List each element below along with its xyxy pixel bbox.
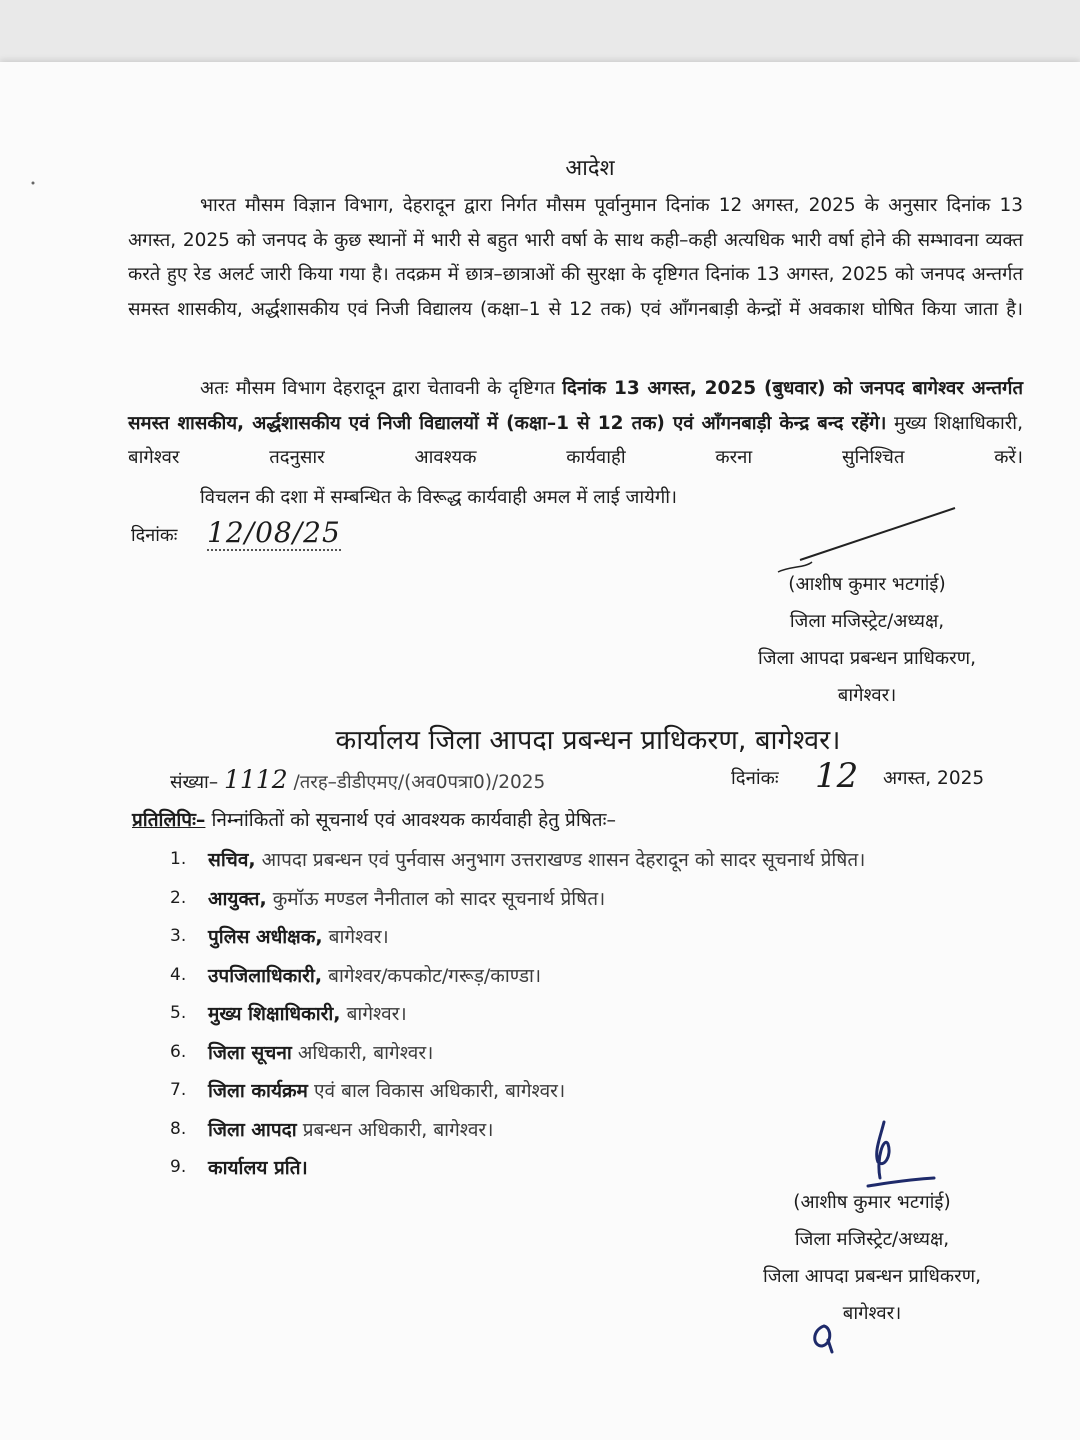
recipient-list	[170, 840, 865, 1187]
signatory-authority: जिला आपदा प्रबन्धन प्राधिकरण,	[758, 648, 976, 669]
order-date-label: दिनांकः	[131, 525, 178, 546]
signatory-name: (आशीष कुमार भटगांई)	[793, 1192, 951, 1213]
reference-date-month-year: अगस्त, 2025	[883, 768, 985, 789]
item-title: जिला आपदा	[208, 1118, 297, 1141]
reference-number: 1112	[224, 765, 288, 794]
item-text: आपदा प्रबन्धन एवं पुर्नवास अनुभाग उत्तराखण्ड शासन देहरादून को सादर सूचनार्थ प्रेषित।	[261, 849, 866, 872]
item-number: 7.	[170, 1080, 187, 1101]
item-title: आयुक्त,	[208, 887, 267, 910]
order-paragraph-2-normal: अतः मौसम विभाग देहरादून द्वारा चेतावनी के दृष्टिगत	[200, 378, 555, 399]
item-title: जिला सूचना	[208, 1041, 292, 1064]
copy-to-label: प्रतिलिपिः–	[132, 809, 206, 831]
item-text: बागेश्वर।	[346, 1003, 407, 1026]
signature-block-1	[722, 566, 1012, 714]
item-text: प्रबन्धन अधिकारी, बागेश्वर।	[302, 1118, 494, 1141]
item-number: 9.	[170, 1157, 187, 1178]
item-number: 1.	[170, 849, 187, 870]
item-number: 8.	[170, 1118, 187, 1139]
reference-date-day: 12	[815, 756, 859, 796]
list-item	[170, 1033, 865, 1072]
reference-label: संख्या–	[170, 772, 219, 793]
copy-to-intro: निम्नांकितों को सूचनार्थ एवं आवश्यक कार्यवाही हेतु प्रेषितः–	[211, 809, 616, 831]
list-item	[170, 956, 865, 995]
order-paragraph-3-text: विचलन की दशा में सम्बन्धित के विरूद्ध कार्यवाही अमल में लाई जायेगी।	[200, 487, 678, 508]
order-paragraph-1-text: भारत मौसम विज्ञान विभाग, देहरादून द्वारा निर्गत मौसम पूर्वानुमान दिनांक 12 अगस्त, 2025 के अनुसार दिनांक 13 अगस्त, 2025 को जनपद के कुछ स्थानों में भारी से बहुत भारी वर्षा के साथ कही–कही अत्यधिक भारी वर्षा होने की सम्भावना व्यक्त करते हुए रेड अलर्ट जारी किया गया है। तदक्रम में छात्र–छात्राओं की सुरक्षा के दृष्टिगत दिनांक 13 अगस्त, 2025 को जनपद अन्तर्गत समस्त शासकीय, अर्द्धशासकीय एवं निजी विद्यालय (कक्षा–1 से 12 तक) एवं आँगनबाड़ी केन्द्रों में अवकाश घोषित किया जाता है।	[128, 195, 1023, 320]
item-title: जिला कार्यक्रम	[208, 1080, 308, 1103]
order-paragraph-2	[128, 372, 1023, 476]
order-paragraph-2-tail: मुख्य शिक्षाधिकारी, बागेश्वर तदनुसार आवश्यक कार्यवाही करना सुनिश्चित करें।	[128, 412, 1023, 468]
reference-line	[170, 765, 545, 794]
order-paragraph-2-bold: दिनांक 13 अगस्त, 2025 (बुधवार) को जनपद बागेश्वर अन्तर्गत समस्त शासकीय, अर्द्धशासकीय एवं निजी विद्यालयों में (कक्षा–1 से 12 तक) एवं आँगनबाड़ी केन्द्र बन्द रहेंगे।	[128, 378, 1023, 434]
item-title: पुलिस अधीक्षक,	[208, 926, 323, 949]
list-item	[170, 1148, 865, 1187]
order-date-value: 12/08/25	[207, 516, 341, 549]
list-item	[170, 1110, 865, 1149]
list-item	[170, 840, 865, 879]
item-title: सचिव,	[208, 849, 256, 872]
list-item	[170, 917, 865, 956]
order-title: आदेश	[565, 156, 615, 181]
copy-to-line	[132, 806, 616, 832]
list-item	[170, 1071, 865, 1110]
list-item	[170, 994, 865, 1033]
signatory-place: बागेश्वर।	[842, 1303, 902, 1324]
item-text: अधिकारी, बागेश्वर।	[297, 1041, 434, 1064]
signature-block-2	[727, 1184, 1017, 1332]
item-number: 5.	[170, 1003, 187, 1024]
signatory-place: बागेश्वर।	[837, 685, 897, 706]
signatory-name: (आशीष कुमार भटगांई)	[788, 574, 946, 595]
signatory-designation: जिला मजिस्ट्रेट/अध्यक्ष,	[794, 1229, 950, 1250]
item-number: 2.	[170, 887, 187, 908]
item-title: मुख्य शिक्षाधिकारी,	[208, 1003, 341, 1026]
signatory-designation: जिला मजिस्ट्रेट/अध्यक्ष,	[789, 611, 945, 632]
office-heading: कार्यालय जिला आपदा प्रबन्धन प्राधिकरण, बागेश्वर।	[335, 725, 841, 756]
reference-suffix: /तरह–डीडीएमए/(अव0पत्रा0)/2025	[293, 772, 546, 793]
item-number: 4.	[170, 964, 187, 985]
order-paragraph-3	[128, 481, 1023, 516]
order-date-handwritten	[207, 516, 341, 549]
item-text: एवं बाल विकास अधिकारी, बागेश्वर।	[313, 1080, 566, 1103]
item-text: कुमॉऊ मण्डल नैनीताल को सादर सूचनार्थ प्रेषित।	[272, 887, 606, 910]
item-text: बागेश्वर।	[328, 926, 389, 949]
order-paragraph-1	[128, 189, 1023, 327]
item-number: 3.	[170, 926, 187, 947]
item-number: 6.	[170, 1041, 187, 1062]
item-text: बागेश्वर/कपकोट/गरूड़/काण्डा।	[328, 964, 542, 987]
item-title: कार्यालय प्रति।	[208, 1157, 308, 1180]
reference-date-label: दिनांकः	[731, 768, 779, 789]
list-item	[170, 879, 865, 918]
item-title: उपजिलाधिकारी,	[208, 964, 323, 987]
signatory-authority: जिला आपदा प्रबन्धन प्राधिकरण,	[763, 1266, 981, 1287]
